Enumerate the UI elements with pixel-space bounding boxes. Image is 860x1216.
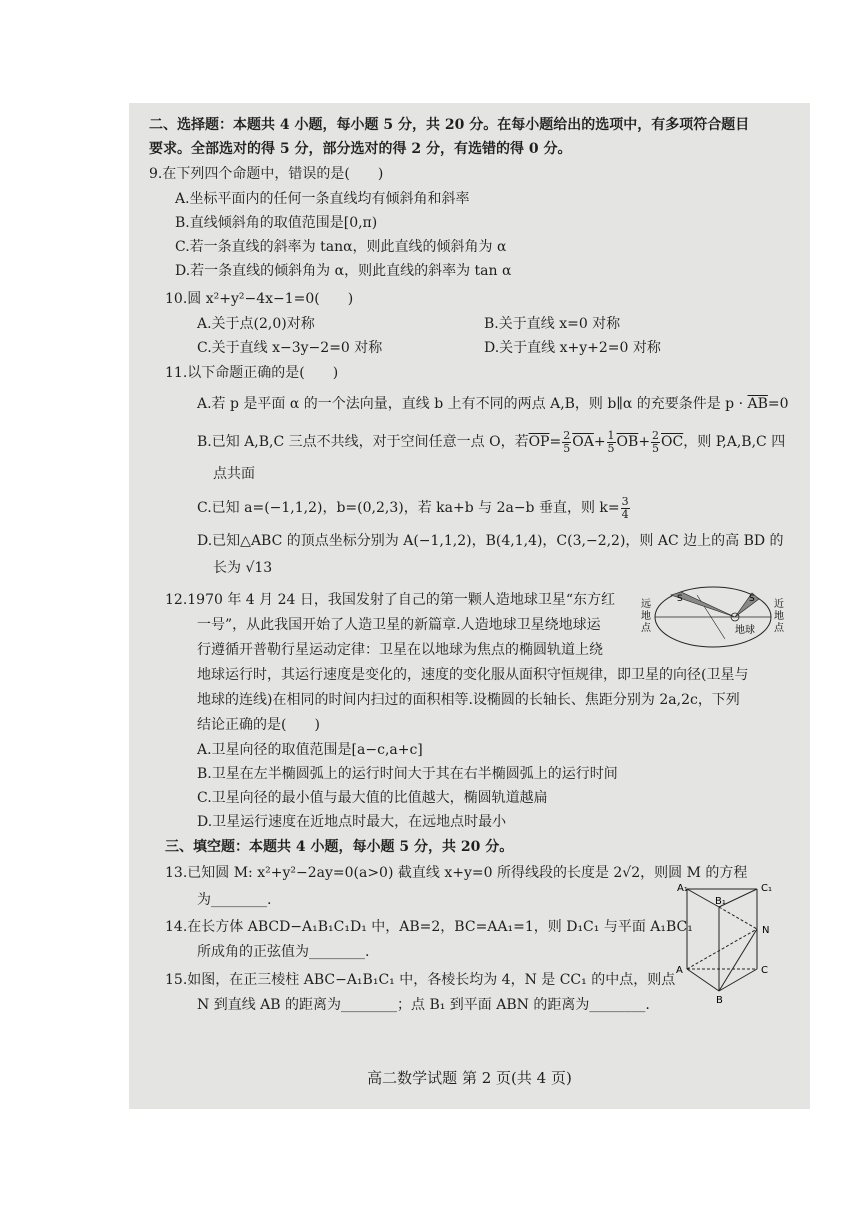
segment-bn: [719, 929, 757, 991]
q11-option-a: [197, 395, 789, 413]
q11-b-op: $\overline{OP}$: [528, 434, 550, 450]
frac-den: 4: [621, 507, 629, 521]
q11-b-tail: ，则 P,A,B,C 四: [683, 434, 786, 450]
q9-option-b: B.直线倾斜角的取值范围是[0,π): [175, 215, 378, 231]
far-char-3: 点: [641, 623, 651, 634]
label-n: N: [762, 925, 770, 936]
q12-line-6: 结论正确的是( ): [197, 717, 320, 733]
satellite-orbit-figure: [637, 581, 787, 655]
q11-option-b: [197, 427, 785, 457]
segment-b1n: [719, 907, 757, 929]
q11-b-oc: $\overline{OC}$: [661, 434, 684, 450]
frac-den: 5: [652, 441, 660, 455]
q11-b-frac-3: [651, 430, 660, 455]
earth-label: 地球: [735, 625, 755, 636]
q11-c-text: C.已知 a=(−1,1,2)，b=(0,2,3)，若 ka+b 与 2a−b 垂直，则 k=: [197, 500, 620, 516]
q11-option-b-cont: 点共面: [213, 466, 255, 482]
label-c1: C₁: [761, 883, 772, 894]
q12-line-2: 一号”，从此我国开始了人造卫星的新篇章.人造地球卫星绕地球运: [197, 617, 601, 633]
q10-option-d: D.关于直线 x+y+2=0 对称: [484, 340, 661, 356]
near-char-2: 地: [774, 611, 784, 622]
section3-header: 三、填空题：本题共 4 小题，每小题 5 分，共 20 分。: [165, 839, 514, 855]
frac-num: 3: [621, 494, 629, 508]
label-b: B: [716, 995, 723, 1006]
q12-option-b: B.卫星在左半椭圆弧上的运行时间大于其在右半椭圆弧上的运行时间: [197, 766, 618, 782]
q13-line-1: 13.已知圆 M: x²+y²−2ay=0(a>0) 截直线 x+y=0 所得线段的长度是 2√2，则圆 M 的方程: [165, 865, 748, 881]
q14-line-1: 14.在长方体 ABCD−A₁B₁C₁D₁ 中，AB=2，BC=AA₁=1，则 D₁C₁ 与平面 A₁BC₁: [165, 919, 693, 935]
q12-option-a: A.卫星向径的取值范围是[a−c,a+c]: [197, 742, 423, 758]
q14-line-2: 所成角的正弦值为________.: [197, 944, 370, 960]
q12-option-d: D.卫星运行速度在近地点时最大，在远地点时最小: [197, 814, 507, 830]
q12-line-3: 行遵循开普勒行星运动定律：卫星在以地球为焦点的椭圆轨道上绕: [197, 642, 603, 658]
section2-header-cont: 要求。全部选对的得 5 分，部分选对的得 2 分，有选错的得 0 分。: [149, 141, 572, 157]
q11-a-tail: =0: [767, 396, 789, 412]
q11-option-d: D.已知△ABC 的顶点坐标分别为 A(−1,1,2)，B(4,1,4)，C(3,−2,2)，则 AC 边上的高 BD 的: [197, 533, 784, 549]
q11-b-eq: =: [549, 434, 562, 450]
q11-b-text: B.已知 A,B,C 三点不共线，对于空间任意一点 O，若: [197, 434, 529, 450]
label-a: A: [676, 965, 683, 976]
q11-b-plus-2: +: [638, 434, 651, 450]
near-char-1: 近: [774, 599, 784, 610]
q10-option-c: C.关于直线 x−3y−2=0 对称: [197, 340, 383, 356]
q11-c-frac: [621, 496, 630, 521]
frac-den: 5: [607, 441, 615, 455]
q11-stem: 11.以下命题正确的是( ): [165, 365, 339, 381]
q11-b-plus-1: +: [593, 434, 606, 450]
q11-b-ob: $\overline{OB}$: [616, 434, 639, 450]
near-point-label: [774, 598, 787, 634]
q11-a-vector: $\overline{AB}$: [747, 396, 768, 412]
q10-option-a: A.关于点(2,0)对称: [197, 316, 315, 332]
q12-line-4: 地球运行时，其运行速度是变化的，速度的变化服从面积守恒规律，即卫星的向径(卫星与: [197, 667, 749, 683]
label-c: C: [761, 965, 768, 976]
label-a1: A₁: [677, 883, 688, 894]
frac-den: 5: [563, 441, 571, 455]
q15-line-2: N 到直线 AB 的距离为________；点 B₁ 到平面 ABN 的距离为________.: [197, 997, 650, 1013]
frac-num: 2: [563, 428, 571, 442]
segment-an: [687, 929, 757, 969]
q12-option-c: C.卫星向径的最小值与最大值的比值越大，椭圆轨道越扁: [197, 790, 548, 806]
q12-line-5: 地球的连线)在相同的时间内扫过的面积相等.设椭圆的长轴长、焦距分别为 2a,2c，下列: [197, 692, 740, 708]
label-b1: B₁: [715, 896, 726, 907]
swept-area-right: [735, 593, 759, 617]
area-label-right: S: [749, 594, 755, 604]
frac-num: 2: [652, 428, 660, 442]
far-char-1: 远: [641, 599, 651, 610]
q9-option-a: A.坐标平面内的任何一条直线均有倾斜角和斜率: [175, 191, 470, 207]
far-char-2: 地: [641, 611, 651, 622]
q15-line-1: 15.如图，在正三棱柱 ABC−A₁B₁C₁ 中，各棱长均为 4，N 是 CC₁ 的中点，则点: [165, 972, 676, 988]
frac-num: 1: [607, 428, 615, 442]
q10-option-b: B.关于直线 x=0 对称: [484, 316, 621, 332]
q13-line-2: 为________.: [197, 892, 272, 908]
far-point-label: [641, 598, 654, 634]
prism-figure: [673, 881, 783, 1006]
exam-page: [129, 103, 810, 1109]
q11-a-text: A.若 p 是平面 α 的一个法向量，直线 b 上有不同的两点 A,B，则 b∥α 的充要条件是 p ·: [197, 396, 748, 412]
q11-b-frac-2: [607, 430, 616, 455]
near-char-3: 点: [774, 623, 784, 634]
q11-b-oa: $\overline{OA}$: [572, 434, 594, 450]
q9-option-d: D.若一条直线的倾斜角为 α，则此直线的斜率为 tan α: [175, 263, 512, 279]
q11-b-frac-1: [562, 430, 571, 455]
section2-header: 二、选择题：本题共 4 小题，每小题 5 分，共 20 分。在每小题给出的选项中，有多项符合题目: [149, 117, 750, 133]
q12-line-1: 12.1970 年 4 月 24 日，我国发射了自己的第一颗人造地球卫星“东方红: [165, 592, 616, 608]
page-footer: 高二数学试题 第 2 页(共 4 页): [367, 1069, 572, 1087]
q9-stem: 9.在下列四个命题中，错误的是( ): [149, 166, 384, 182]
edge-ab: [687, 969, 719, 991]
edge-bc: [719, 969, 757, 991]
q9-option-c: C.若一条直线的斜率为 tanα，则此直线的倾斜角为 α: [175, 239, 507, 255]
area-label-left: S: [677, 594, 683, 604]
q10-stem: 10.圆 x²+y²−4x−1=0( ): [165, 291, 354, 307]
q11-option-d-cont: 长为 √13: [213, 560, 273, 576]
q11-option-c: [197, 493, 631, 523]
